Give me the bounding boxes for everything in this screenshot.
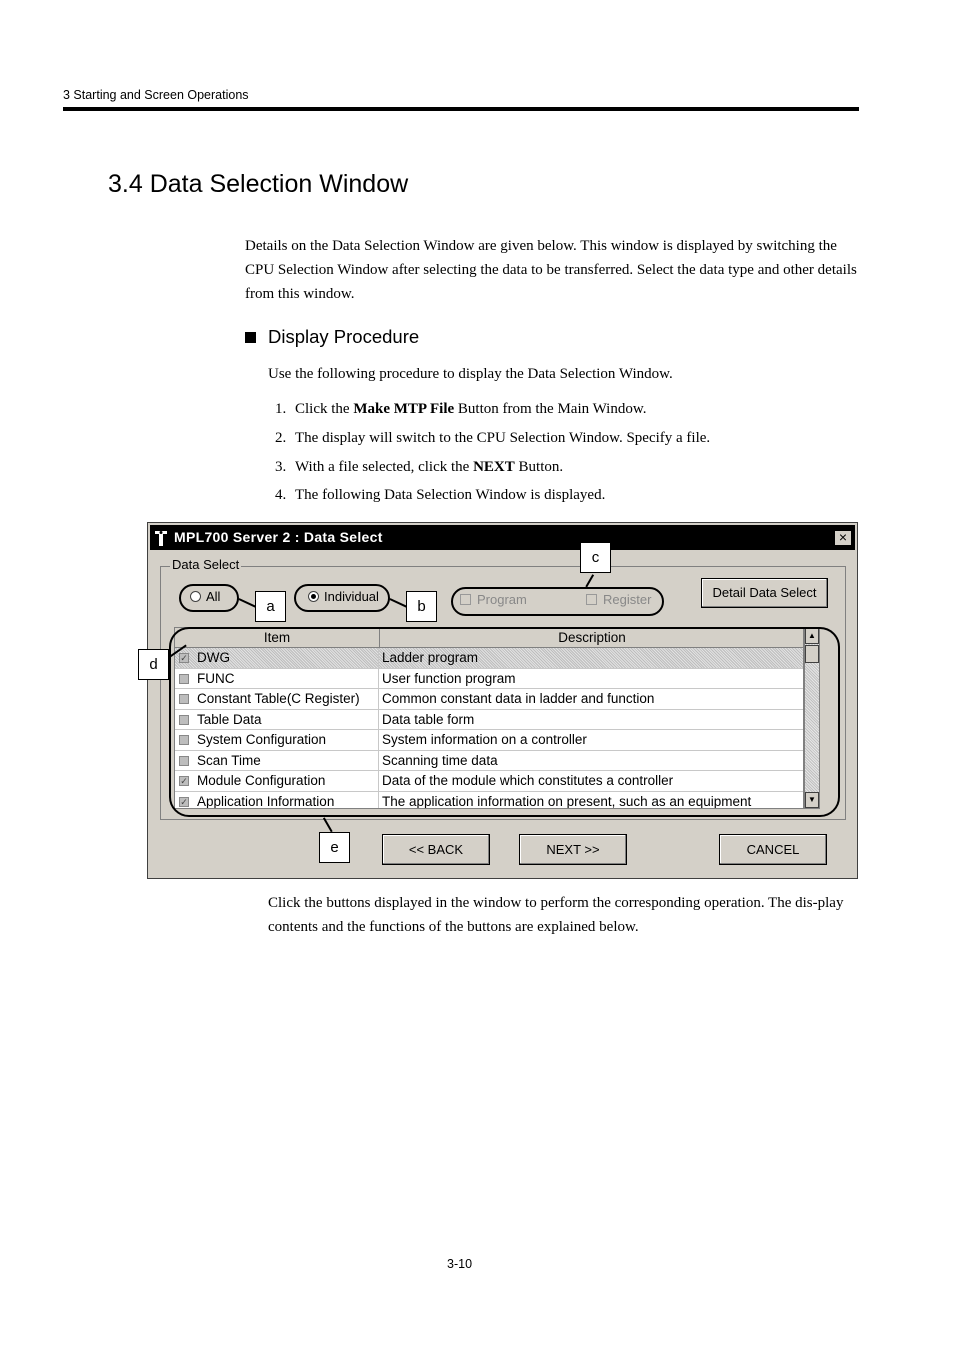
row-item-label: System Configuration [197, 732, 327, 747]
row-checkbox[interactable]: ✓ [180, 776, 188, 786]
radio-individual-label: Individual [324, 589, 379, 604]
title-bar [150, 525, 855, 550]
row-description: Ladder program [382, 650, 479, 665]
intro-paragraph: Details on the Data Selection Window are given below. This window is displayed by switching the CPU Selection Window after selecting the data to be transferred. Select the data type and other details from this window. [245, 238, 857, 302]
section-title: 3.4 Data Selection Window [108, 170, 409, 198]
callout-oval-c [451, 587, 664, 616]
checkbox-program-label: Program [477, 592, 527, 607]
callout-label-b: b [406, 591, 437, 622]
callout-oval-b [294, 584, 390, 612]
group-label: Data Select [172, 557, 240, 572]
column-header-item[interactable]: Item [175, 628, 380, 648]
page-number: 3-10 [447, 1257, 473, 1271]
callout-label-d: d [138, 649, 169, 680]
row-description: Data table form [382, 711, 475, 727]
back-button[interactable]: << BACK [382, 834, 490, 865]
row-item-label: Constant Table(C Register) [197, 691, 360, 706]
row-description: System information on a controller [382, 732, 587, 747]
next-button[interactable]: NEXT >> [519, 834, 627, 865]
step-3: 3. With a file selected, click the NEXT Button. [275, 459, 564, 475]
callout-oval-a [179, 584, 239, 612]
row-checkbox[interactable]: ✓ [180, 653, 188, 663]
step-1: 1. Click the Make MTP File Button from the Main Window. [275, 401, 647, 417]
scroll-down-icon[interactable]: ▼ [805, 792, 819, 808]
subheading [245, 326, 419, 348]
row-description: Data of the module which constitutes a controller [382, 773, 674, 788]
row-checkbox[interactable]: ✓ [180, 796, 188, 807]
row-item-label: Scan Time [197, 752, 261, 768]
callout-oval-list [169, 627, 840, 817]
row-item-label: Application Information [197, 793, 335, 809]
lead-sentence: Use the following procedure to display the Data Selection Window. [268, 366, 673, 382]
outro-paragraph: Click the buttons displayed in the window to perform the corresponding operation. The dis-play contents and the functions of the buttons are explained below. [268, 895, 844, 935]
cancel-button[interactable]: CANCEL [719, 834, 827, 865]
checkbox-register-label: Register [603, 592, 652, 607]
callout-label-e: e [319, 832, 350, 863]
row-description: The application information on present, such as an equipment [382, 793, 752, 809]
running-header: 3 Starting and Screen Operations [63, 88, 249, 102]
close-button[interactable]: × [834, 530, 852, 546]
row-description: Scanning time data [382, 752, 498, 768]
app-icon [154, 530, 168, 546]
step-2: 2. The display will switch to the CPU Selection Window. Specify a file. [275, 430, 711, 446]
row-item-label: DWG [197, 650, 230, 665]
window-title: MPL700 Server 2 : Data Select [174, 529, 383, 545]
subheading-text: Display Procedure [268, 326, 420, 347]
header-rule [63, 107, 859, 111]
row-item-label: Table Data [197, 711, 262, 727]
step-4: 4. The following Data Selection Window is displayed. [275, 487, 606, 503]
scroll-up-icon[interactable]: ▲ [805, 628, 819, 644]
callout-label-a: a [255, 591, 286, 622]
detail-data-select-button[interactable]: Detail Data Select [701, 578, 828, 608]
bullet-square-icon [245, 332, 256, 343]
row-item-label: Module Configuration [197, 773, 326, 788]
column-header-description[interactable]: Description [380, 628, 804, 648]
row-item-label: FUNC [197, 670, 235, 686]
callout-label-c: c [580, 542, 611, 573]
row-description: User function program [382, 670, 516, 686]
row-description: Common constant data in ladder and function [382, 691, 655, 706]
data-select-window [147, 522, 858, 879]
radio-all-label: All [206, 589, 221, 604]
